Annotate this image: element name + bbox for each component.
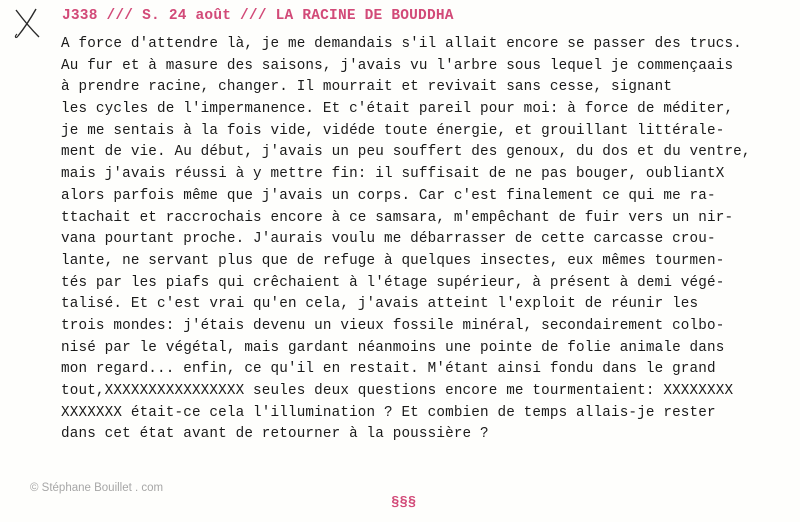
- text-line: mais j'avais réussi à y mettre fin: il suffisait de ne pas bouger, oubliantX: [61, 166, 725, 183]
- text-line: tés par les piafs qui crêchaient à l'étage supérieur, à présent à demi végé-: [61, 274, 725, 291]
- text-line: ttachait et raccrochais encore à ce samsara, m'empêchant de fuir vers un nir-: [61, 209, 734, 226]
- x-mark-icon: [12, 6, 42, 40]
- text-line: ment de vie. Au début, j'avais un peu souffert des genoux, du dos et du ventre,: [61, 144, 751, 161]
- text-line: alors parfois même que j'avais un corps. Car c'est finalement ce qui me ra-: [61, 187, 716, 204]
- entry-header: J338 /// S. 24 août /// LA RACINE DE BOUDDHA: [62, 8, 454, 24]
- text-line: mon regard... enfin, ce qu'il en restait. M'étant ainsi fondu dans le grand: [61, 361, 716, 378]
- body-text: [61, 34, 751, 446]
- text-line: les cycles de l'impermanence. Et c'était pareil pour moi: à force de méditer,: [61, 101, 734, 118]
- text-line: A force d'attendre là, je me demandais s'il allait encore se passer des trucs.: [61, 36, 742, 52]
- text-line: à prendre racine, changer. Il mourrait et revivait sans cesse, signant: [61, 79, 673, 96]
- text-line: lante, ne servant plus que de refuge à quelques insectes, eux mêmes tourmen-: [61, 252, 725, 269]
- text-line: trois mondes: j'étais devenu un vieux fossile minéral, secondairement colbo-: [61, 317, 725, 334]
- text-line: tout,XXXXXXXXXXXXXXXX seules deux questions encore me tourmentaient: XXXXXXXX: [61, 383, 734, 399]
- text-line: XXXXXXX était-ce cela l'illumination ? Et combien de temps allais-je rester: [61, 404, 716, 421]
- text-line: dans cet état avant de retourner à la poussière ?: [61, 426, 489, 443]
- copyright-watermark: © Stéphane Bouillet . com: [30, 482, 164, 494]
- text-line: talisé. Et c'est vrai qu'en cela, j'avais atteint l'exploit de réunir les: [61, 296, 699, 313]
- end-mark: §§§: [391, 495, 417, 511]
- text-line: vana pourtant proche. J'aurais voulu me débarrasser de cette carcasse crou-: [61, 231, 716, 248]
- text-line: Au fur et à masure des saisons, j'avais vu l'arbre sous lequel je commençaais: [61, 57, 734, 74]
- text-line: nisé par le végétal, mais gardant néanmoins une pointe de folie animale dans: [61, 339, 725, 356]
- text-line: je me sentais à la fois vide, vidéde toute énergie, et grouillant littérale-: [61, 122, 725, 139]
